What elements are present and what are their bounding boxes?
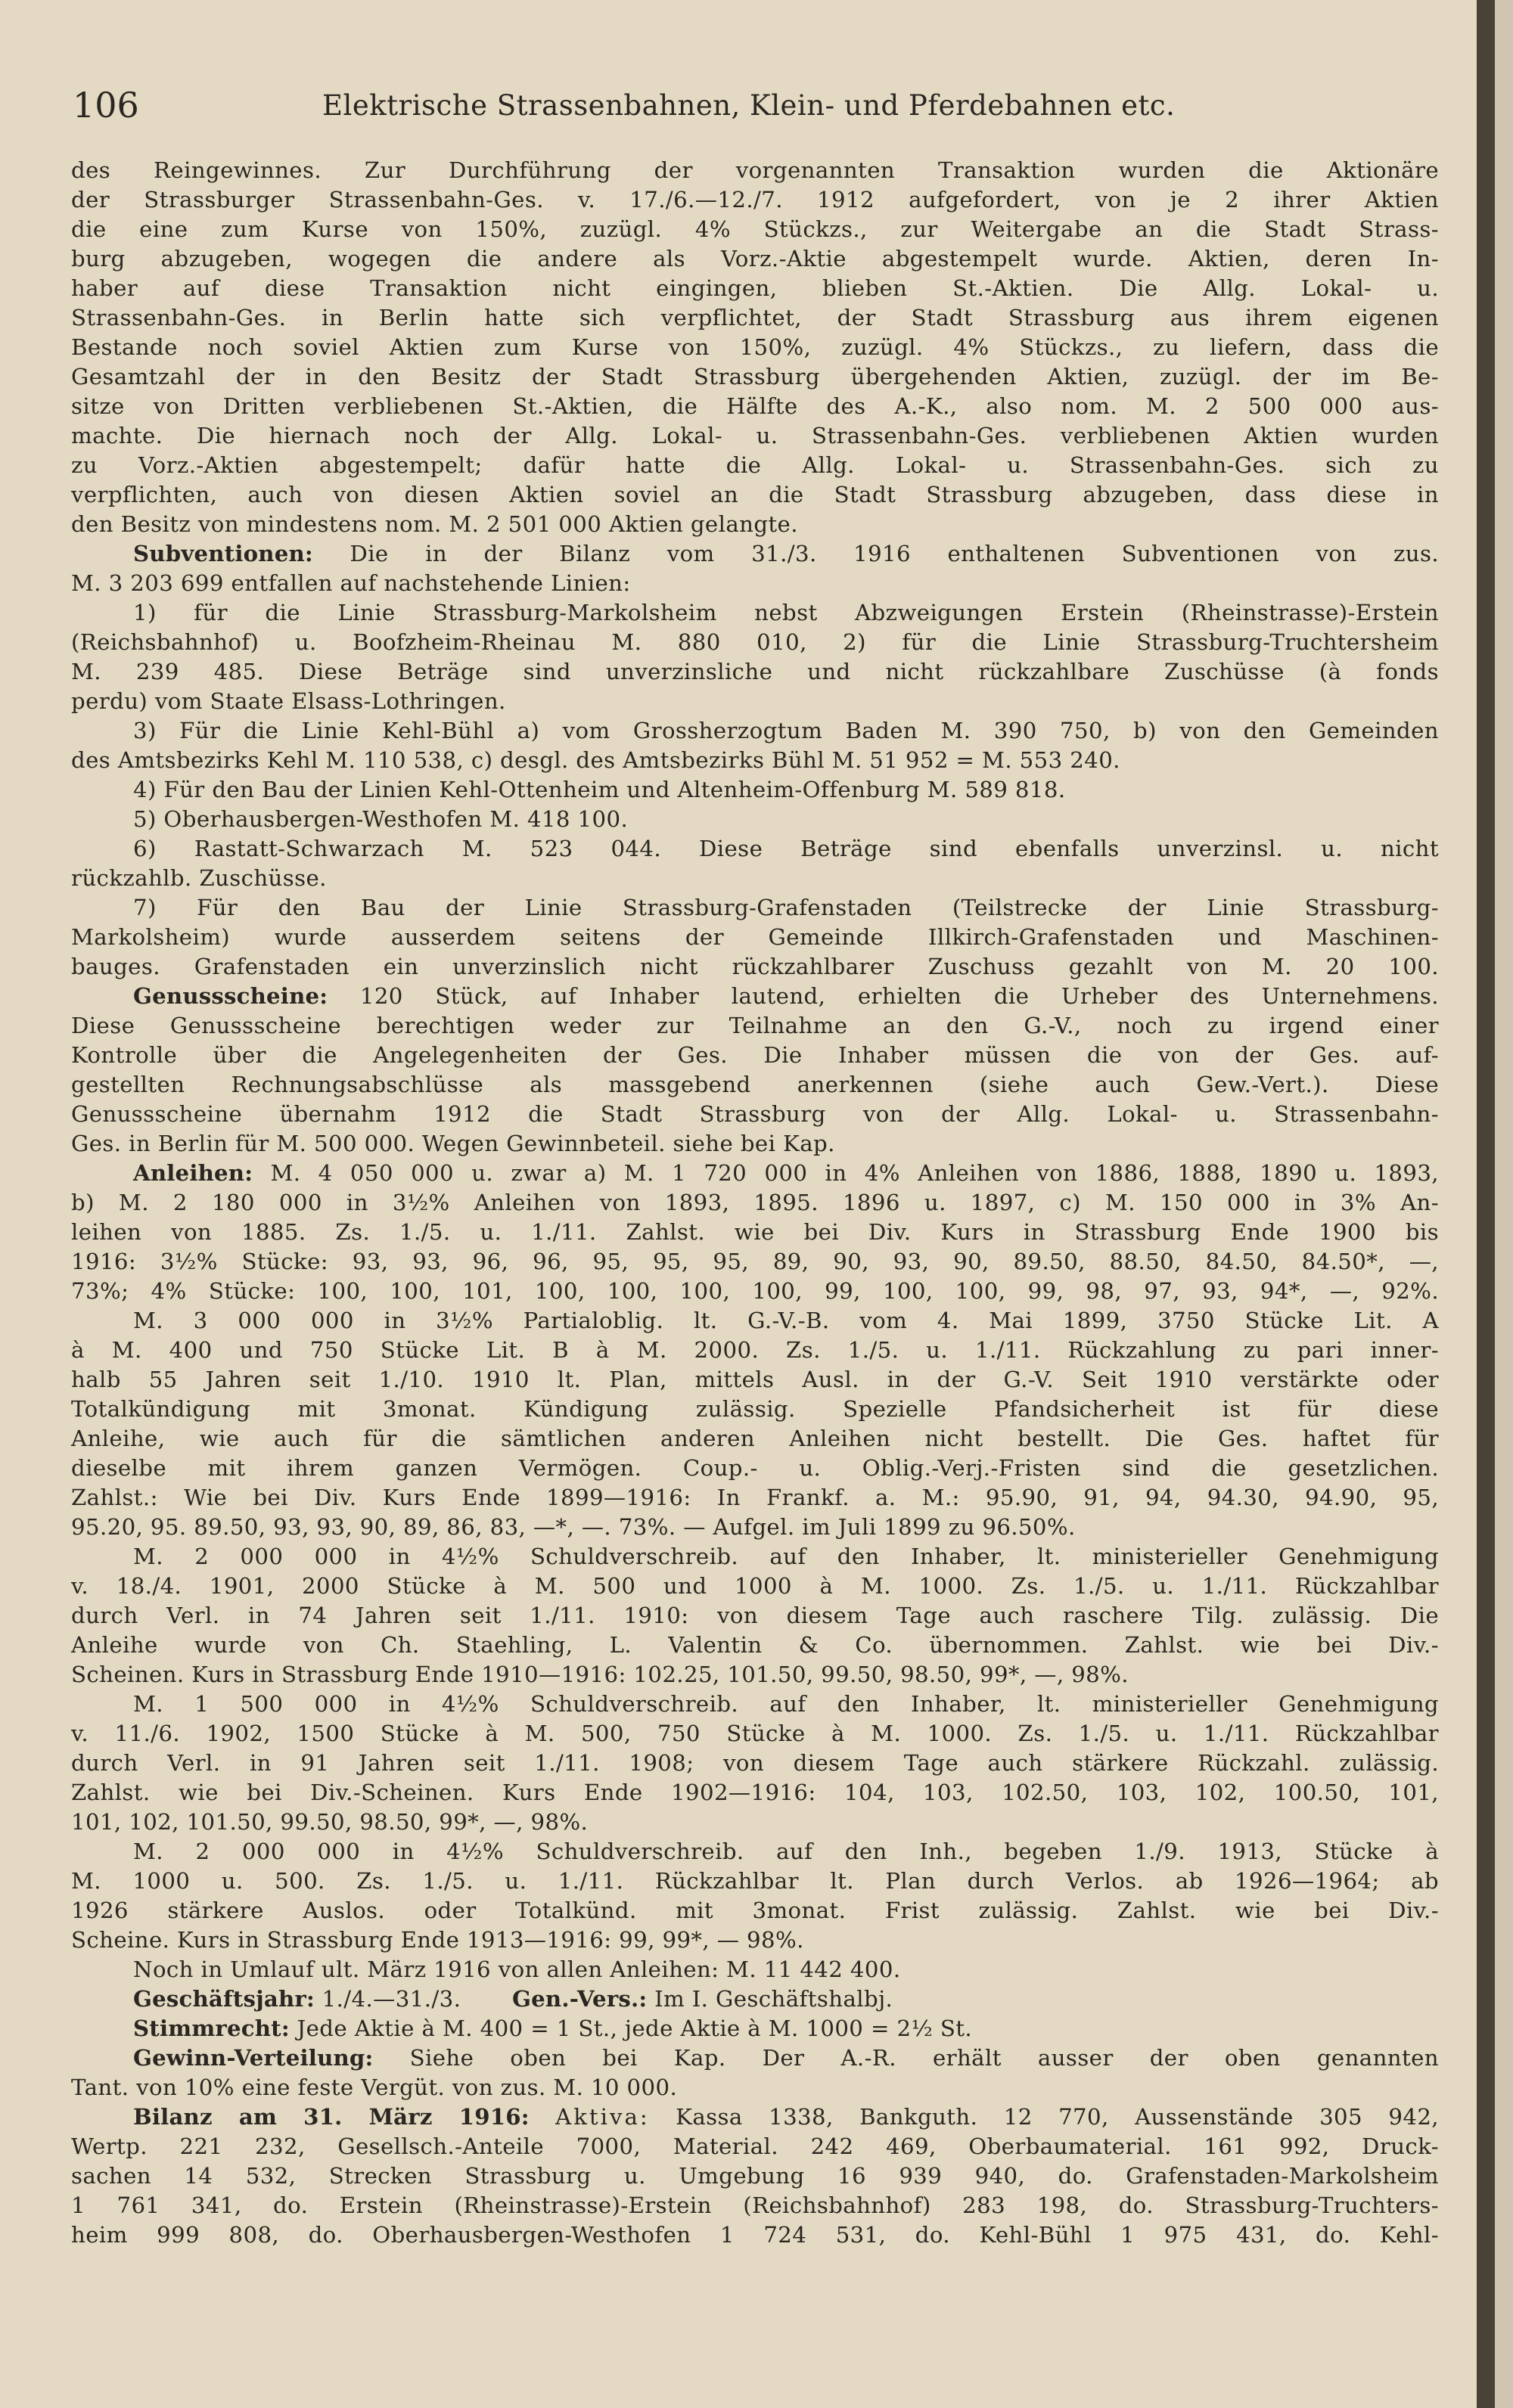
bilanz-label: Bilanz am 31. März 1916: [133,2104,530,2130]
subventionen-line: rückzahlb. Zuschüsse. [71,865,327,891]
bilanz-line: 1 761 341, do. Erstein (Rheinstrasse)-Erstein (Reichsbahnhof) 283 198, do. Strassburg-Truchters- [71,2192,1439,2218]
subventionen-line: Markolsheim) wurde ausserdem seitens der Gemeinde Illkirch-Grafenstaden und Maschinen- [71,924,1439,950]
intro-line: des Reingewinnes. Zur Durchführung der vorgenannten Transaktion wurden die Aktionäre [71,157,1439,183]
schuldverschreib-1901-line: durch Verl. in 74 Jahren seit 1./11. 1910: von diesem Tage auch raschere Tilg. zulässig. Die [71,1603,1439,1628]
page-body [71,156,1439,2250]
anleihen-label: Anleihen: [133,1160,253,1186]
schuldverschreib-1913-line: M. 1000 u. 500. Zs. 1./5. u. 1./11. Rückzahlbar lt. Plan durch Verlos. ab 1926—1964; ab [71,1868,1439,1894]
gewinn-line: Gewinn-Verteilung: Siehe oben bei Kap. Der A.-R. erhält ausser der oben genannten [133,2045,1439,2071]
stimmrecht-label: Stimmrecht: [133,2015,290,2041]
schuldverschreib-1901-line: Scheinen. Kurs in Strassburg Ende 1910—1916: 102.25, 101.50, 99.50, 98.50, 99*, —, 98%. [71,1662,1129,1687]
partialoblig-line: halb 55 Jahren seit 1./10. 1910 lt. Plan, mittels Ausl. in der G.-V. Seit 1910 verstärkte oder [71,1367,1439,1392]
intro-line: zu Vorz.-Aktien abgestempelt; dafür hatte die Allg. Lokal- u. Strassenbahn-Ges. sich zu [71,452,1439,478]
anleihen-line: 1916: 3½% Stücke: 93, 93, 96, 96, 95, 95, 95, 89, 90, 93, 90, 89.50, 88.50, 84.50, 84.50*, —, [71,1249,1439,1274]
intro-line: burg abzugeben, wogegen die andere als Vorz.-Aktie abgestempelt wurde. Aktien, deren In- [71,246,1439,272]
partialoblig-line: Anleihe, wie auch für die sämtlichen anderen Anleihen nicht bestellt. Die Ges. haftet für [71,1426,1439,1451]
bilanz-line: heim 999 808, do. Oberhausbergen-Westhofen 1 724 531, do. Kehl-Bühl 1 975 431, do. Kehl- [71,2222,1439,2248]
stimmrecht-line: Stimmrecht: Jede Aktie à M. 400 = 1 St., jede Aktie à M. 1000 = 2½ St. [133,2015,973,2041]
anleihen-line: Anleihen: M. 4 050 000 u. zwar a) M. 1 720 000 in 4% Anleihen von 1886, 1888, 1890 u. 1893, [133,1160,1439,1186]
page-edge-shadow [1477,0,1495,2408]
genussscheine-line: Ges. in Berlin für M. 500 000. Wegen Gewinnbeteil. siehe bei Kap. [71,1131,835,1156]
subventionen-line: 7) Für den Bau der Linie Strassburg-Grafenstaden (Teilstrecke der Linie Strassburg- [133,895,1439,920]
intro-line: der Strassburger Strassenbahn-Ges. v. 17./6.—12./7. 1912 aufgefordert, von je 2 ihrer Aktien [71,187,1439,213]
intro-line: verpflichten, auch von diesen Aktien soviel an die Stadt Strassburg abzugeben, dass diese in [71,482,1439,507]
subventionen-line: M. 3 203 699 entfallen auf nachstehende Linien: [71,570,631,596]
intro-line: machte. Die hiernach noch der Allg. Lokal- u. Strassenbahn-Ges. verbliebenen Aktien wurden [71,423,1439,448]
genussscheine-line: Genussscheine: 120 Stück, auf Inhaber lautend, erhielten die Urheber des Unternehmens. [133,983,1439,1009]
intro-line: Gesamtzahl der in den Besitz der Stadt Strassburg übergehenden Aktien, zuzügl. der im Be- [71,364,1439,389]
schuldverschreib-1901-line: Anleihe wurde von Ch. Staehling, L. Valentin & Co. übernommen. Zahlst. wie bei Div.- [71,1632,1439,1658]
subventionen-label: Subventionen: [133,541,313,566]
bilanz-line: sachen 14 532, Strecken Strassburg u. Umgebung 16 939 940, do. Grafenstaden-Markolsheim [71,2163,1439,2189]
genussscheine-line: gestellten Rechnungsabschlüsse als massgebend anerkennen (siehe auch Gew.-Vert.). Diese [71,1072,1439,1097]
genussscheine-line: Genussscheine übernahm 1912 die Stadt Strassburg von der Allg. Lokal- u. Strassenbahn- [71,1101,1439,1127]
subventionen-line: Subventionen: Die in der Bilanz vom 31./3. 1916 enthaltenen Subventionen von zus. [133,541,1439,566]
subventionen-line: des Amtsbezirks Kehl M. 110 538, c) desgl. des Amtsbezirks Bühl M. 51 952 = M. 553 240. [71,747,1120,773]
partialoblig-line: 95.20, 95. 89.50, 93, 93, 90, 89, 86, 83, —*, —. 73%. — Aufgel. im Juli 1899 zu 96.50%. [71,1514,1076,1540]
subventionen-line: M. 239 485. Diese Beträge sind unverzinsliche und nicht rückzahlbare Zuschüsse (à fonds [71,659,1439,684]
subventionen-line: 5) Oberhausbergen-Westhofen M. 418 100. [133,806,629,832]
partialoblig-line: Totalkündigung mit 3monat. Kündigung zulässig. Spezielle Pfandsicherheit ist für diese [71,1396,1439,1422]
subventionen-line: bauges. Grafenstaden ein unverzinslich nicht rückzahlbarer Zuschuss gezahlt von M. 20 100. [71,954,1439,979]
subventionen-line: 4) Für den Bau der Linien Kehl-Ottenheim und Altenheim-Offenburg M. 589 818. [133,777,1066,802]
partialoblig-line: à M. 400 und 750 Stücke Lit. B à M. 2000. Zs. 1./5. u. 1./11. Rückzahlung zu pari inner- [71,1337,1439,1363]
schuldverschreib-1902-line: durch Verl. in 91 Jahren seit 1./11. 1908; von diesem Tage auch stärkere Rückzahl. zulässig. [71,1750,1439,1776]
anleihen-line: leihen von 1885. Zs. 1./5. u. 1./11. Zahlst. wie bei Div. Kurs in Strassburg Ende 1900 bis [71,1219,1439,1245]
genussscheine-line: Diese Genussscheine berechtigen weder zur Teilnahme an den G.-V., noch zu irgend einer [71,1013,1439,1038]
bilanz-line: Bilanz am 31. März 1916: Aktiva: Kassa 1338, Bankguth. 12 770, Aussenstände 305 942, [133,2104,1439,2130]
umlauf-line: Noch in Umlauf ult. März 1916 von allen Anleihen: M. 11 442 400. [133,1956,901,1982]
schuldverschreib-1902-line: v. 11./6. 1902, 1500 Stücke à M. 500, 750 Stücke à M. 1000. Zs. 1./5. u. 1./11. Rückzahlbar [71,1721,1439,1746]
subventionen-line: 3) Für die Linie Kehl-Bühl a) vom Grossherzogtum Baden M. 390 750, b) von den Gemeinden [133,718,1439,743]
anleihen-line: 73%; 4% Stücke: 100, 100, 101, 100, 100, 100, 100, 99, 100, 100, 99, 98, 97, 93, 94*, —, 92%. [71,1278,1439,1304]
schuldverschreib-1902-line: M. 1 500 000 in 4½% Schuldverschreib. auf den Inhaber, lt. ministerieller Genehmigung [133,1691,1439,1717]
intro-line: den Besitz von mindestens nom. M. 2 501 000 Aktien gelangte. [71,511,798,537]
intro-line: die eine zum Kurse von 150%, zuzügl. 4% Stückzs., zur Weitergabe an die Stadt Strass- [71,216,1439,242]
aktiva-label: Aktiva: [555,2104,650,2130]
schuldverschreib-1913-line: Scheine. Kurs in Strassburg Ende 1913—1916: 99, 99*, — 98%. [71,1927,804,1953]
intro-line: haber auf diese Transaktion nicht eingingen, blieben St.-Aktien. Die Allg. Lokal- u. [71,275,1439,301]
bilanz-line: Wertp. 221 232, Gesellsch.-Anteile 7000, Material. 242 469, Oberbaumaterial. 161 992, Druck- [71,2133,1439,2159]
intro-line: Bestande noch soviel Aktien zum Kurse von 150%, zuzügl. 4% Stückzs., zu liefern, dass die [71,334,1439,360]
intro-line: Strassenbahn-Ges. in Berlin hatte sich verpflichtet, der Stadt Strassburg aus ihrem eigenen [71,305,1439,330]
schuldverschreib-1913-line: M. 2 000 000 in 4½% Schuldverschreib. auf den Inh., begeben 1./9. 1913, Stücke à [133,1839,1439,1864]
genussscheine-line: Kontrolle über die Angelegenheiten der Ges. Die Inhaber müssen die von der Ges. auf- [71,1042,1439,1068]
anleihen-line: b) M. 2 180 000 in 3½% Anleihen von 1893, 1895. 1896 u. 1897, c) M. 150 000 in 3% An- [71,1190,1439,1215]
geschaeftsjahr-line: Geschäftsjahr: 1./4.—31./3. Gen.-Vers.: Im I. Geschäftshalbj. [133,1986,893,2012]
schuldverschreib-1901-line: M. 2 000 000 in 4½% Schuldverschreib. auf den Inhaber, lt. ministerieller Genehmigung [133,1544,1439,1569]
subventionen-line: (Reichsbahnhof) u. Boofzheim-Rheinau M. 880 010, 2) für die Linie Strassburg-Truchtersheim [71,629,1439,655]
page-number: 106 [73,85,139,126]
schuldverschreib-1902-line: Zahlst. wie bei Div.-Scheinen. Kurs Ende 1902—1916: 104, 103, 102.50, 103, 102, 100.50, 101, [71,1780,1439,1805]
running-title: Elektrische Strassenbahnen, Klein- und Pferdebahnen etc. [322,89,1176,122]
genussscheine-label: Genussscheine: [133,983,328,1009]
partialoblig-line: dieselbe mit ihrem ganzen Vermögen. Coup.- u. Oblig.-Verj.-Fristen sind die gesetzlichen. [71,1455,1439,1481]
intro-line: sitze von Dritten verbliebenen St.-Aktien, die Hälfte des A.-K., also nom. M. 2 500 000 aus- [71,393,1439,419]
partialoblig-line: M. 3 000 000 in 3½% Partialoblig. lt. G.-V.-B. vom 4. Mai 1899, 3750 Stücke Lit. A [133,1308,1439,1333]
schuldverschreib-1902-line: 101, 102, 101.50, 99.50, 98.50, 99*, —, 98%. [71,1809,589,1835]
subventionen-line: perdu) vom Staate Elsass-Lothringen. [71,688,506,714]
gen-vers-label: Gen.-Vers.: [512,1986,648,2012]
gewinn-line: Tant. von 10% eine feste Vergüt. von zus. M. 10 000. [71,2074,678,2100]
partialoblig-line: Zahlst.: Wie bei Div. Kurs Ende 1899—1916: In Frankf. a. M.: 95.90, 91, 94, 94.30, 94.90, 95, [71,1485,1439,1510]
schuldverschreib-1901-line: v. 18./4. 1901, 2000 Stücke à M. 500 und 1000 à M. 1000. Zs. 1./5. u. 1./11. Rückzahlbar [71,1573,1439,1599]
geschaeftsjahr-label: Geschäftsjahr: [133,1986,315,2012]
gewinn-label: Gewinn-Verteilung: [133,2045,374,2071]
schuldverschreib-1913-line: 1926 stärkere Auslos. oder Totalkünd. mit 3monat. Frist zulässig. Zahlst. wie bei Div.- [71,1898,1439,1923]
subventionen-line: 1) für die Linie Strassburg-Markolsheim nebst Abzweigungen Erstein (Rheinstrasse)-Erstein [133,600,1439,625]
running-header [73,82,1434,130]
subventionen-line: 6) Rastatt-Schwarzach M. 523 044. Diese Beträge sind ebenfalls unverzinsl. u. nicht [133,836,1439,861]
